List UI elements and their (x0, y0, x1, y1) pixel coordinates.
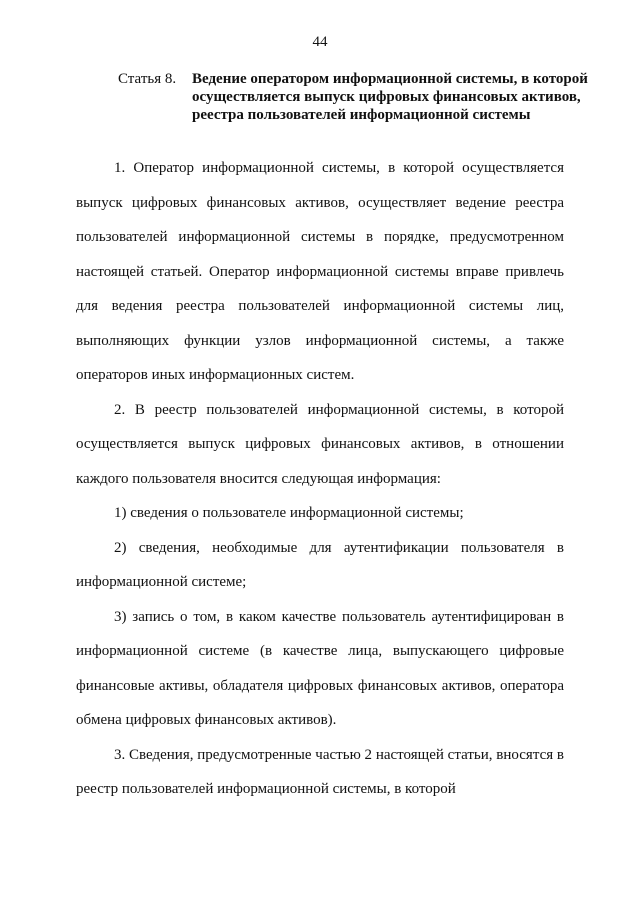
article-body (76, 151, 564, 807)
article-title: Ведение оператором информационной системы, в которой осуществляется выпуск цифровых финансовых активов, реестра пользователей информационной системы (192, 71, 588, 123)
paragraph: 3) запись о том, в каком качестве пользователь аутентифицирован в информационной системе (в качестве лица, выпускающего цифровые финансовые активы, обладателя цифровых финансовых активов, оператора обмена цифровых финансовых активов). (76, 608, 564, 728)
paragraph: 2. В реестр пользователей информационной системы, в которой осуществляется выпуск цифровых финансовых активов, в отношении каждого пользователя вносится следующая информация: (76, 401, 564, 487)
paragraph: 3. Сведения, предусмотренные частью 2 настоящей статьи, вносятся в реестр пользователей информационной системы, в которой (76, 746, 564, 797)
paragraph: 2) сведения, необходимые для аутентификации пользователя в информационной системе; (76, 539, 564, 590)
page-number: 44 (312, 34, 328, 50)
paragraph: 1) сведения о пользователе информационной системы; (114, 505, 464, 521)
paragraph: 1. Оператор информационной системы, в которой осуществляется выпуск цифровых финансовых активов, осуществляет ведение реестра пользователей информационной системы в порядке, предусмотренном настоящей статьей. Оператор информационной системы вправе привлечь для ведения реестра пользователей информационной системы лиц, выполняющих функции узлов информационной системы, а также операторов иных информационных систем. (76, 160, 564, 383)
article-number: Статья 8. (118, 71, 177, 87)
article-heading (118, 70, 588, 124)
